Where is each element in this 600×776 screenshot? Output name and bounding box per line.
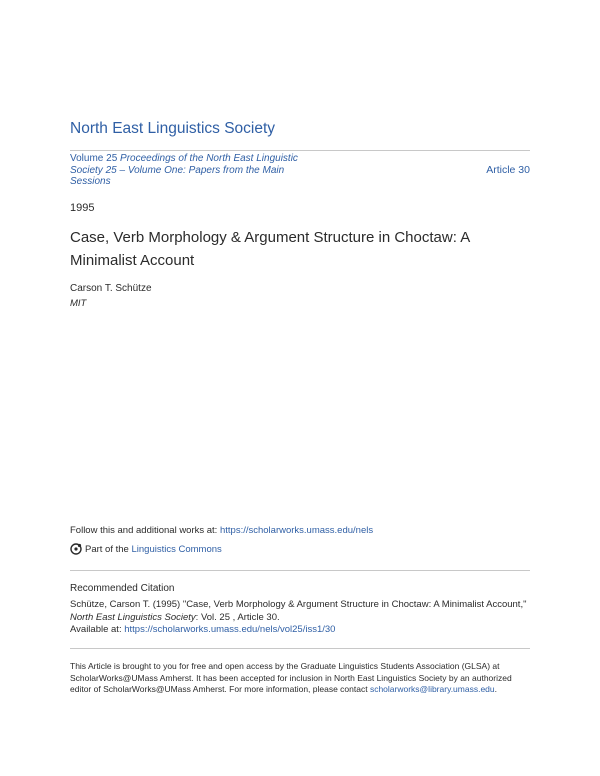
journal-title[interactable]: North East Linguistics Society [70, 120, 276, 137]
contact-email-link[interactable]: scholarworks@library.umass.edu [369, 684, 495, 694]
citation-text [70, 599, 530, 637]
part-of-line [70, 543, 222, 555]
follow-link[interactable]: https://scholarworks.umass.edu/nels [219, 525, 374, 536]
paper-title: Case, Verb Morphology & Argument Structure in Choctaw: A Minimalist Account [70, 229, 470, 269]
divider-bottom [70, 648, 530, 649]
author-name: Carson T. Schütze [70, 283, 152, 294]
author-affiliation: MIT [70, 298, 87, 309]
network-commons-icon [70, 543, 82, 555]
follow-line [70, 525, 373, 536]
volume-number[interactable]: Volume 25 [70, 153, 118, 164]
recommended-citation-heading: Recommended Citation [70, 583, 175, 594]
article-number[interactable]: Article 30 [486, 164, 530, 176]
citation-rest: : Vol. 25 , Article 30. [195, 611, 280, 623]
linguistics-commons-link[interactable]: Linguistics Commons [131, 543, 222, 555]
available-label: Available at: [70, 624, 125, 635]
volume-series[interactable]: Proceedings of the North East Linguistic Society 25 – Volume One: Papers from the Main Sessions [70, 153, 298, 187]
footer-notice [70, 661, 530, 696]
citation-journal: North East Linguistics Society [70, 611, 196, 623]
citation-main: Schütze, Carson T. (1995) "Case, Verb Morphology & Argument Structure in Choctaw: A Minimalist Account," [70, 599, 527, 610]
follow-text: Follow this and additional works at: [70, 525, 220, 536]
publication-year: 1995 [70, 202, 95, 214]
volume-info[interactable] [70, 153, 310, 188]
divider-top [70, 150, 530, 151]
divider-middle [70, 570, 530, 571]
footer-end: . [494, 684, 498, 694]
footer-text: This Article is brought to you for free and open access by the Graduate Linguistics Students Association (GLSA) at ScholarWorks@UMass Amherst. It has been accepted for inclusion in North East Linguistics Society by an authorized editor of ScholarWorks@UMass Amherst. For more information, please contact [70, 661, 512, 694]
part-of-text: Part of the [85, 543, 129, 555]
available-link[interactable]: https://scholarworks.umass.edu/nels/vol25/iss1/30 [124, 624, 336, 635]
